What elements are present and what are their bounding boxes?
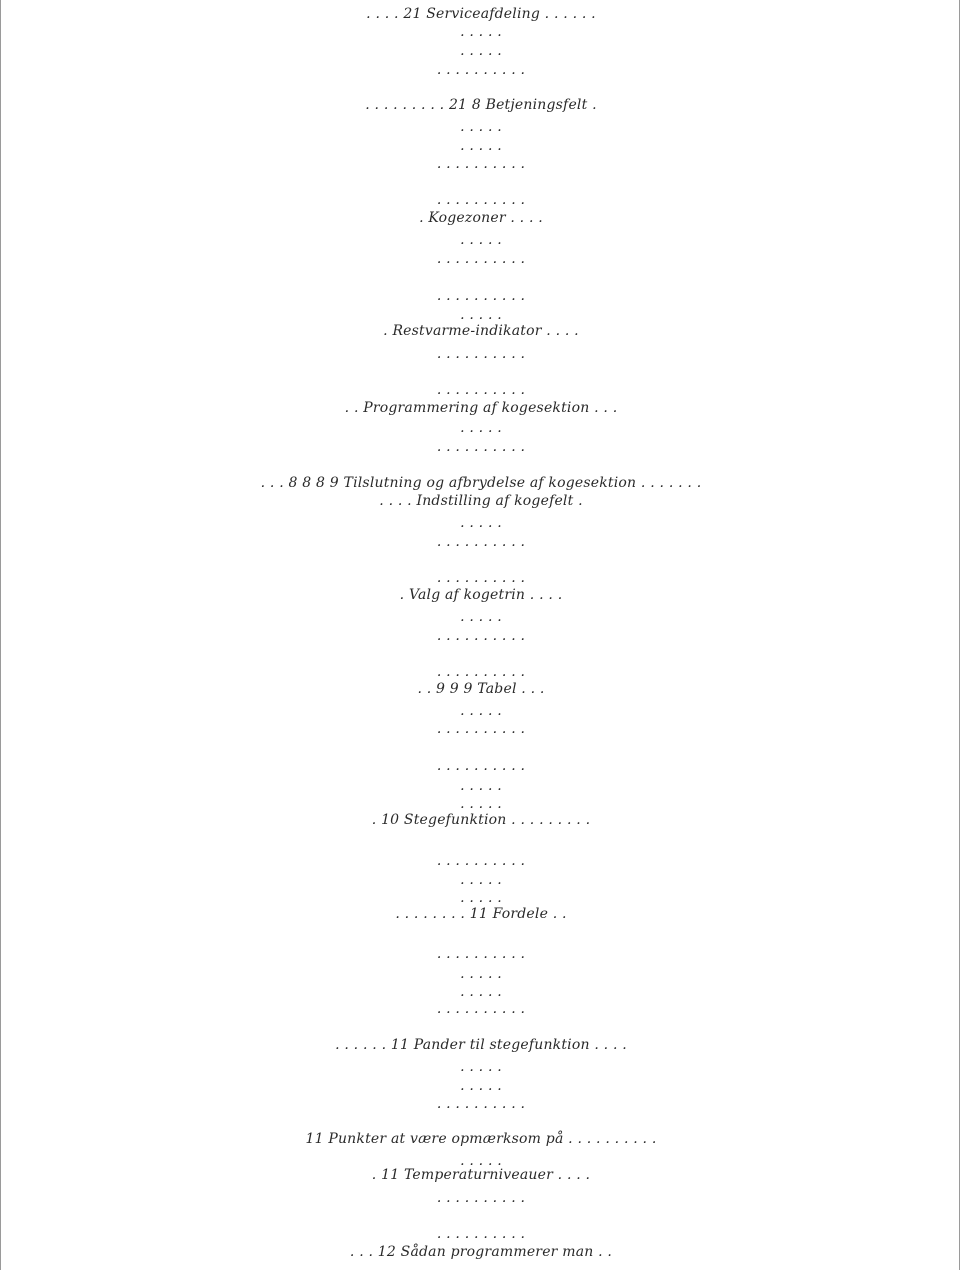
toc-line: . . . . . [460, 1078, 502, 1094]
toc-line: . . . . . [460, 778, 502, 794]
toc-line: . . . 8 8 8 9 Tilslutning og afbrydelse af kogesektion . . . . . . . [260, 475, 702, 491]
toc-line: . . . . . . . . . . [436, 721, 526, 737]
toc-line: . . . . . . . . . . [436, 192, 526, 208]
toc-line: . . Programmering af kogesektion . . . [344, 400, 618, 416]
toc-line: . Restvarme-indikator . . . . [383, 323, 579, 339]
toc-line: . . . . . . . . . . [436, 1001, 526, 1017]
toc-line: . . . . . . . . . . [436, 570, 526, 586]
toc-line: . . . . . [460, 119, 502, 135]
toc-line: 11 Punkter at være opmærksom på . . . . . . . . . . [305, 1131, 657, 1147]
toc-line: . . . . 21 Serviceafdeling . . . . . . [366, 6, 596, 22]
toc-line: . . . . . [460, 24, 502, 40]
toc-line: . . . . . . . . . . [436, 628, 526, 644]
toc-line: . . . . . [460, 138, 502, 154]
toc-line: . . . . . . . . . . [436, 288, 526, 304]
toc-line: . . . . . . . . . . [436, 1190, 526, 1206]
toc-line: . . . . . . . . . . [436, 946, 526, 962]
toc-line: . . . . . . . . . 21 8 Betjeningsfelt . [365, 97, 597, 113]
toc-line: . . . . . . . . . . [436, 439, 526, 455]
toc-line: . 11 Temperaturniveauer . . . . [371, 1167, 591, 1183]
toc-line: . . . . . [460, 1059, 502, 1075]
toc-line: . . . . . [460, 966, 502, 982]
toc-line: . . . . . . . . 11 Fordele . . [395, 906, 567, 922]
toc-line: . . . . . [460, 1153, 502, 1169]
toc-line: . . . . . [460, 609, 502, 625]
toc-line: . . . . . [460, 703, 502, 719]
toc-line: . . . 12 Sådan programmerer man . . [349, 1244, 613, 1260]
toc-line: . . . . . . . . . . [436, 1226, 526, 1242]
toc-line: . . . . . [460, 515, 502, 531]
toc-line: . . 9 9 9 Tabel . . . [417, 681, 545, 697]
toc-line: . . . . . [460, 984, 502, 1000]
toc-line: . . . . . . . . . . [436, 1096, 526, 1112]
toc-line: . Valg af kogetrin . . . . [399, 587, 563, 603]
toc-line: . . . . . . . . . . [436, 534, 526, 550]
toc-line: . . . . . . . . . . [436, 758, 526, 774]
toc-line: . . . . . [460, 43, 502, 59]
toc-line: . . . . . . . . . . [436, 382, 526, 398]
toc-line: . . . . . . 11 Pander til stegefunktion . . . . [335, 1037, 627, 1053]
toc-line: . . . . . [460, 232, 502, 248]
toc-line: . . . . . [460, 420, 502, 436]
toc-line: . . . . . . . . . . [436, 664, 526, 680]
toc-line: . . . . . . . . . . [436, 156, 526, 172]
toc-line: . . . . . [460, 796, 502, 812]
toc-line: . . . . . [460, 872, 502, 888]
toc-line: . . . . . . . . . . [436, 62, 526, 78]
toc-line: . . . . Indstilling af kogefelt . [379, 493, 583, 509]
toc-line: . . . . . . . . . . [436, 251, 526, 267]
toc-line: . . . . . . . . . . [436, 853, 526, 869]
toc-line: . Kogezoner . . . . [419, 210, 543, 226]
toc-line: . . . . . [460, 890, 502, 906]
toc-line: . . . . . [460, 307, 502, 323]
toc-line: . . . . . . . . . . [436, 346, 526, 362]
toc-line: . 10 Stegefunktion . . . . . . . . . [371, 812, 591, 828]
